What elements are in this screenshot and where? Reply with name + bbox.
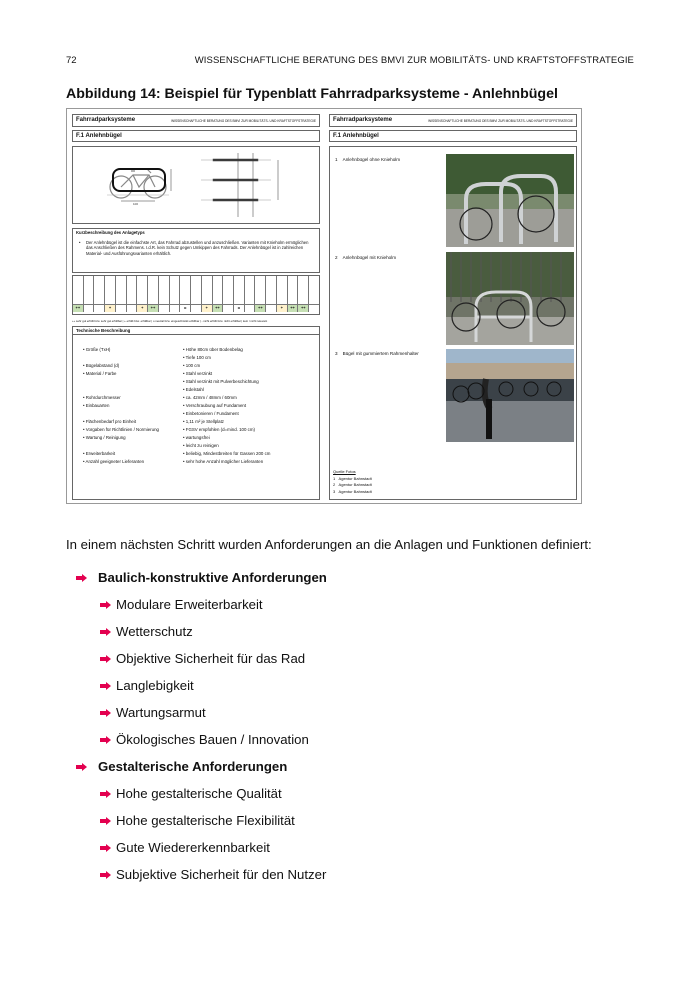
tech-value: • Höhe 80cm über Bodenbelag: [183, 347, 243, 352]
requirement-label: Hohe gestalterische Flexibilität: [116, 813, 295, 828]
requirement-item: [76, 729, 636, 756]
matrix-cell: [84, 305, 95, 312]
photo-rack-without-knee-bar: [446, 154, 574, 247]
requirement-item: [76, 837, 636, 864]
photo-caption: 2 Anlehnbügel mit Knieholm: [335, 255, 397, 260]
tech-value: • 1,11 m² je Stellplatz: [183, 419, 224, 424]
matrix-cell: ++: [298, 305, 309, 312]
tech-row: [73, 347, 319, 353]
sheet-title: Fahrradparksysteme: [76, 117, 136, 123]
arrow-bullet-icon: [100, 628, 111, 636]
short-description-box: [72, 228, 320, 273]
short-description-title: Kurzbeschreibung des Anlagetyps: [76, 230, 145, 235]
requirement-label: Langlebigkeit: [116, 678, 194, 693]
matrix-cell: ++: [213, 305, 224, 312]
photo-rack-with-rubber-frame-holder: [446, 349, 574, 442]
matrix-header: [298, 276, 309, 304]
requirement-label: Wartungsarmut: [116, 705, 206, 720]
matrix-cell: +: [105, 305, 116, 312]
source-item: 1 Agentur Bahnstadt: [333, 475, 372, 481]
requirement-category: [76, 756, 636, 783]
tech-row: [73, 371, 319, 377]
requirement-item: [76, 702, 636, 729]
source-item: 2 Agentur Bahnstadt: [333, 482, 372, 487]
matrix-cell: [127, 305, 138, 312]
matrix-header: [148, 276, 159, 304]
matrix-header: [73, 276, 84, 304]
tech-row: [73, 411, 319, 417]
figure-typenblatt: [66, 108, 582, 504]
photo-caption: 1 Anlehnbügel ohne Knieholm: [335, 157, 401, 162]
arrow-bullet-icon: [100, 790, 111, 798]
photo-rack-with-knee-bar: [446, 252, 574, 345]
matrix-header: [116, 276, 127, 304]
matrix-header: [105, 276, 116, 304]
requirement-item: [76, 783, 636, 810]
requirement-label: Ökologisches Bauen / Innovation: [116, 732, 309, 747]
matrix-cell: [266, 305, 277, 312]
matrix-cell: o: [180, 305, 191, 312]
arrow-bullet-icon: [76, 763, 87, 771]
matrix-header: [309, 276, 319, 304]
photo-caption: 3 Bügel mit gummiertem Rahmenhalter: [335, 351, 419, 356]
matrix-header: [234, 276, 245, 304]
tech-row: [73, 363, 319, 369]
matrix-header: [266, 276, 277, 304]
arrow-bullet-icon: [100, 655, 111, 663]
tech-value: • Stahl verzinkt mit Pulverbeschichtung: [183, 379, 259, 384]
tech-row: [73, 459, 319, 465]
requirement-item: [76, 648, 636, 675]
requirement-label: Baulich-konstruktive Anforderungen: [98, 570, 327, 585]
tech-row: [73, 451, 319, 457]
svg-text:100: 100: [133, 202, 139, 206]
requirement-label: Gestalterische Anforderungen: [98, 759, 288, 774]
matrix-header: [159, 276, 170, 304]
tech-row: [73, 355, 319, 361]
tech-value: • sehr hohe Anzahl möglicher Lieferanten: [183, 459, 264, 464]
matrix-cell: +: [202, 305, 213, 312]
arrow-bullet-icon: [100, 817, 111, 825]
body-paragraph: In einem nächsten Schritt wurden Anforderungen an die Anlagen und Funktionen definiert:: [66, 537, 592, 552]
tech-value: • Einbetonieren / Fundament: [183, 411, 239, 416]
sheet-subtitle: WISSENSCHAFTLICHE BERATUNG DES BMVI ZUR MOBILITÄTS- UND KRAFTSTOFFSTRATEGIE: [171, 118, 316, 123]
matrix-cell: [170, 305, 181, 312]
sheet-header: [72, 114, 320, 127]
sheet-left: [72, 114, 320, 500]
matrix-cell: [223, 305, 234, 312]
tech-value: • beliebig, Mindestbreiten für Gassen 200 cm: [183, 451, 271, 456]
matrix-header: [245, 276, 256, 304]
matrix-cell: [309, 305, 319, 312]
tech-label: • Größe (TxH): [83, 347, 111, 352]
matrix-header: [255, 276, 266, 304]
matrix-cell: [159, 305, 170, 312]
bike-rack-drawing: [73, 147, 319, 223]
requirement-item: [76, 864, 636, 891]
photo-panel: [329, 146, 577, 500]
tech-value: • Tiefe 100 cm: [183, 355, 211, 360]
matrix-header: [180, 276, 191, 304]
tech-value: • Verschraubung auf Fundament: [183, 403, 247, 408]
matrix-header: [288, 276, 299, 304]
arrow-bullet-icon: [100, 871, 111, 879]
requirement-label: Objektive Sicherheit für das Rad: [116, 651, 306, 666]
tech-row: [73, 419, 319, 425]
requirement-label: Hohe gestalterische Qualität: [116, 786, 282, 801]
matrix-cell: ++: [73, 305, 84, 312]
matrix-cell: ++: [148, 305, 159, 312]
sheet-right: [329, 114, 577, 500]
matrix-cell: o: [234, 305, 245, 312]
short-description-text: • Der Anlehnbügel ist die einfachste Art, das Fahrrad abzustellen und anzuschließen. Varianten mit Knieholm ermöglichen das Anschließen des Rahmens. I.d.R. kein Schutz gegen Umkippen des Fahrrads. Der Anlehnbügel ist in zahlreichen Material- und Ausführungsvarianten erhältlich.: [76, 240, 316, 257]
tech-row: [73, 443, 319, 449]
tech-row: [73, 435, 319, 441]
requirement-label: Wetterschutz: [116, 624, 193, 639]
source-item: 3 Agentur Bahnstadt: [333, 488, 372, 494]
tech-value: • 100 cm: [183, 363, 201, 368]
page-header: [66, 55, 634, 69]
tech-value: • FGSV empfohlen (d=mind. 100 cm): [183, 427, 255, 432]
matrix-header: [223, 276, 234, 304]
requirements-list: [76, 567, 636, 891]
photo-sources: [333, 469, 372, 495]
matrix-cell: +: [277, 305, 288, 312]
tech-label: • Vorgaben für Richtlinien / Normierung: [83, 427, 159, 432]
arrow-bullet-icon: [100, 601, 111, 609]
matrix-cell: ++: [288, 305, 299, 312]
tech-label: • Erweiterbarkeit: [83, 451, 116, 456]
matrix-cell: +: [137, 305, 148, 312]
running-title: WISSENSCHAFTLICHE BERATUNG DES BMVI ZUR MOBILITÄTS- UND KRAFTSTOFFSTRATEGIE: [194, 55, 634, 66]
tech-row: [73, 403, 319, 409]
requirement-item: [76, 810, 636, 837]
sheet-section-title: F.1 Anlehnbügel: [329, 130, 577, 142]
sheet-title: Fahrradparksysteme: [333, 117, 393, 123]
matrix-cell: ++: [255, 305, 266, 312]
requirement-item: [76, 675, 636, 702]
matrix-cell: [245, 305, 256, 312]
arrow-bullet-icon: [100, 682, 111, 690]
technical-description: [72, 326, 320, 500]
matrix-header: [277, 276, 288, 304]
matrix-header: [127, 276, 138, 304]
tech-row: [73, 379, 319, 385]
tech-label: • Flächenbedarf pro Einheit: [83, 419, 137, 424]
matrix-header: [170, 276, 181, 304]
tech-row: [73, 387, 319, 393]
sources-title: Quelle Fotos: [333, 469, 356, 474]
matrix-headers: [73, 276, 319, 304]
arrow-bullet-icon: [100, 736, 111, 744]
technical-title: Technische Beschreibung: [73, 327, 319, 335]
tech-label: • Rohrdurchmesser: [83, 395, 121, 400]
tech-value: • Stahl verzinkt: [183, 371, 213, 376]
matrix-header: [191, 276, 202, 304]
requirement-item: [76, 594, 636, 621]
matrix-header: [202, 276, 213, 304]
matrix-header: [84, 276, 95, 304]
tech-value: • wartungsfrei: [183, 435, 210, 440]
page-number: 72: [66, 55, 77, 66]
requirement-item: [76, 621, 636, 648]
tech-row: [73, 395, 319, 401]
arrow-bullet-icon: [76, 574, 87, 582]
tech-label: • Material / Farbe: [83, 371, 117, 376]
matrix-cell: [191, 305, 202, 312]
evaluation-matrix: [72, 275, 320, 315]
requirement-label: Subjektive Sicherheit für den Nutzer: [116, 867, 327, 882]
tech-value: • ca. 42mm / 48mm / 60mm: [183, 395, 237, 400]
matrix-values: [73, 304, 319, 312]
requirement-category: [76, 567, 636, 594]
tech-label: • Bügelabstand (d): [83, 363, 120, 368]
requirement-label: Modulare Erweiterbarkeit: [116, 597, 263, 612]
matrix-header: [137, 276, 148, 304]
technical-drawing: [72, 146, 320, 224]
figure-caption: Abbildung 14: Beispiel für Typenblatt Fahrradparksysteme - Anlehnbügel: [66, 86, 558, 102]
matrix-header: [94, 276, 105, 304]
requirement-label: Gute Wiedererkennbarkeit: [116, 840, 270, 855]
matrix-cell: [94, 305, 105, 312]
tech-label: • Anzahl geeigneter Lieferanten: [83, 459, 145, 464]
tech-row: [73, 427, 319, 433]
matrix-legend: ++ sehr gut erfüllt bzw. sehr gut erfüllbar | + erfüllt bzw. erfüllbar | o neutral bzw. eingeschränkt erfüllbar | - nicht erfüllt bzw. nicht erfüllbar | kein / nicht relevant: [72, 319, 268, 323]
arrow-bullet-icon: [100, 709, 111, 717]
matrix-header: [213, 276, 224, 304]
sheet-subtitle: WISSENSCHAFTLICHE BERATUNG DES BMVI ZUR MOBILITÄTS- UND KRAFTSTOFFSTRATEGIE: [428, 118, 573, 123]
tech-label: • Wartung / Reinigung: [83, 435, 126, 440]
sheet-section-title: F.1 Anlehnbügel: [72, 130, 320, 142]
tech-label: • Einbauarten: [83, 403, 110, 408]
arrow-bullet-icon: [100, 844, 111, 852]
tech-value: • Edelstahl: [183, 387, 204, 392]
tech-value: • leicht zu reinigen: [183, 443, 219, 448]
sheet-header: [329, 114, 577, 127]
matrix-cell: [116, 305, 127, 312]
